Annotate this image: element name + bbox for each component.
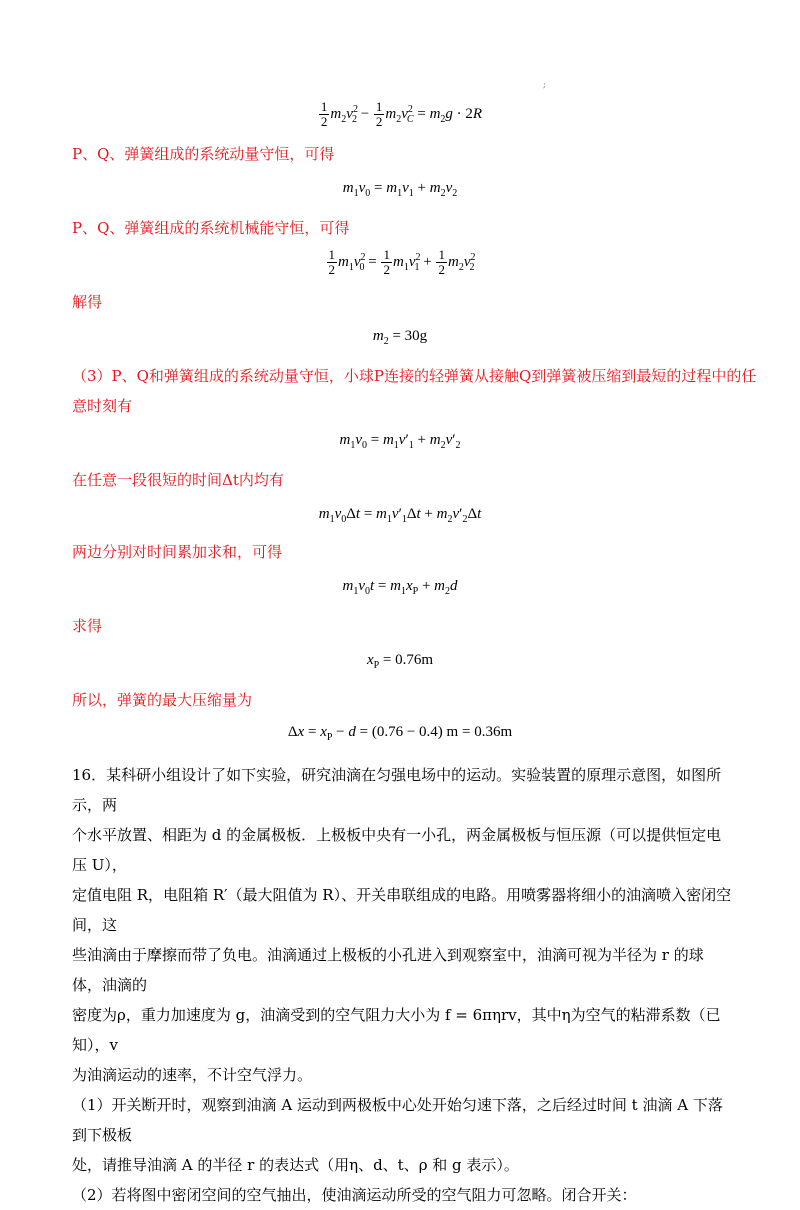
- text-conclusion: 所以，弹簧的最大压缩量为: [72, 691, 253, 709]
- equation-impulse: $m_1v_0\Delta t = m_1v'_1\Delta t + m_2v'_2\Delta t$: [318, 506, 482, 525]
- value-dx: 0.36m: [474, 724, 513, 740]
- text-solve-1: 解得: [72, 293, 103, 311]
- problem-line-1: 16．某科研小组设计了如下实验，研究油滴在匀强电场中的运动。实验装置的原理示意图，如图所示，两: [72, 766, 722, 814]
- value-m2: 30g: [404, 328, 428, 344]
- equation-energy: $\frac{1}{2}$ $m_1v^2_0$ = $\frac{1}{2}$ $m_1v^2_1$ + $\frac{1}{2}$ $m_2v^2_2$: [328, 247, 476, 277]
- equation-momentum-instant: $m_1v_0 = m_1v'_1 + m_2v'_2$: [339, 432, 461, 451]
- corner-mark: ;: [543, 80, 546, 89]
- equation-xp: $x_P = 0.76m$: [366, 652, 434, 671]
- problem-16: [72, 760, 732, 1210]
- text-solve-2: 求得: [72, 617, 103, 635]
- question-2: （2）若将图中密闭空间的空气抽出，使油滴运动所受的空气阻力可忽略。闭合开关：: [72, 1186, 637, 1204]
- value-xp: 0.76m: [395, 652, 434, 668]
- text-part3-b: 意时刻有: [72, 397, 133, 415]
- equation-max-compression: $\Delta x = x_P - d = (0.76 - 0.4) m = 0.36m$: [287, 724, 513, 743]
- equation-momentum: $m_1v_0 = m_1v_1 + m_2v_2$: [342, 180, 458, 199]
- equation-displacement: $m_1v_0t = m_1x_P + m_2d$: [342, 578, 458, 597]
- equation-energy-circle: $\frac{1}{2}$ $m_2v^2_2$ − $\frac{1}{2}$ $m_2v^2_C = m_2g \cdot 2R$: [320, 99, 483, 129]
- text-energy: P、Q、弹簧组成的系统机械能守恒，可得: [72, 219, 350, 237]
- problem-line-2: 个水平放置、相距为 d 的金属极板．上极板中央有一小孔，两金属极板与恒压源（可以提供恒定电压 U），: [72, 826, 722, 874]
- question-1-line-2: 处，请推导油滴 A 的半径 r 的表达式（用η、d、t、ρ 和 g 表示）。: [72, 1156, 519, 1174]
- question-1-line-1: （1）开关断开时，观察到油滴 A 运动到两极板中心处开始匀速下落，之后经过时间 t 油滴 A 下落到下极板: [72, 1096, 723, 1144]
- text-part3-a: （3）P、Q和弹簧组成的系统动量守恒，小球P连接的轻弹簧从接触Q到弹簧被压缩到最短的过程中的任: [72, 367, 757, 385]
- problem-line-6: 为油滴运动的速率，不计空气浮力。: [72, 1066, 313, 1084]
- text-sum: 两边分别对时间累加求和，可得: [72, 543, 283, 561]
- problem-line-3: 定值电阻 R，电阻箱 R′（最大阻值为 R）、开关串联组成的电路。用喷雾器将细小的油滴喷入密闭空间，这: [72, 886, 732, 934]
- problem-line-5: 密度为ρ，重力加速度为 g，油滴受到的空气阻力大小为 f = 6πηrv，其中η为空气的粘滞系数（已知），v: [72, 1006, 721, 1054]
- equation-m2: $m_2 = 30g$: [372, 328, 428, 347]
- text-momentum-1: P、Q、弹簧组成的系统动量守恒，可得: [72, 145, 335, 163]
- text-short-interval: 在任意一段很短的时间Δt内均有: [72, 471, 284, 489]
- problem-line-4: 些油滴由于摩擦而带了负电。油滴通过上极板的小孔进入到观察室中，油滴可视为半径为 r 的球体，油滴的: [72, 946, 704, 994]
